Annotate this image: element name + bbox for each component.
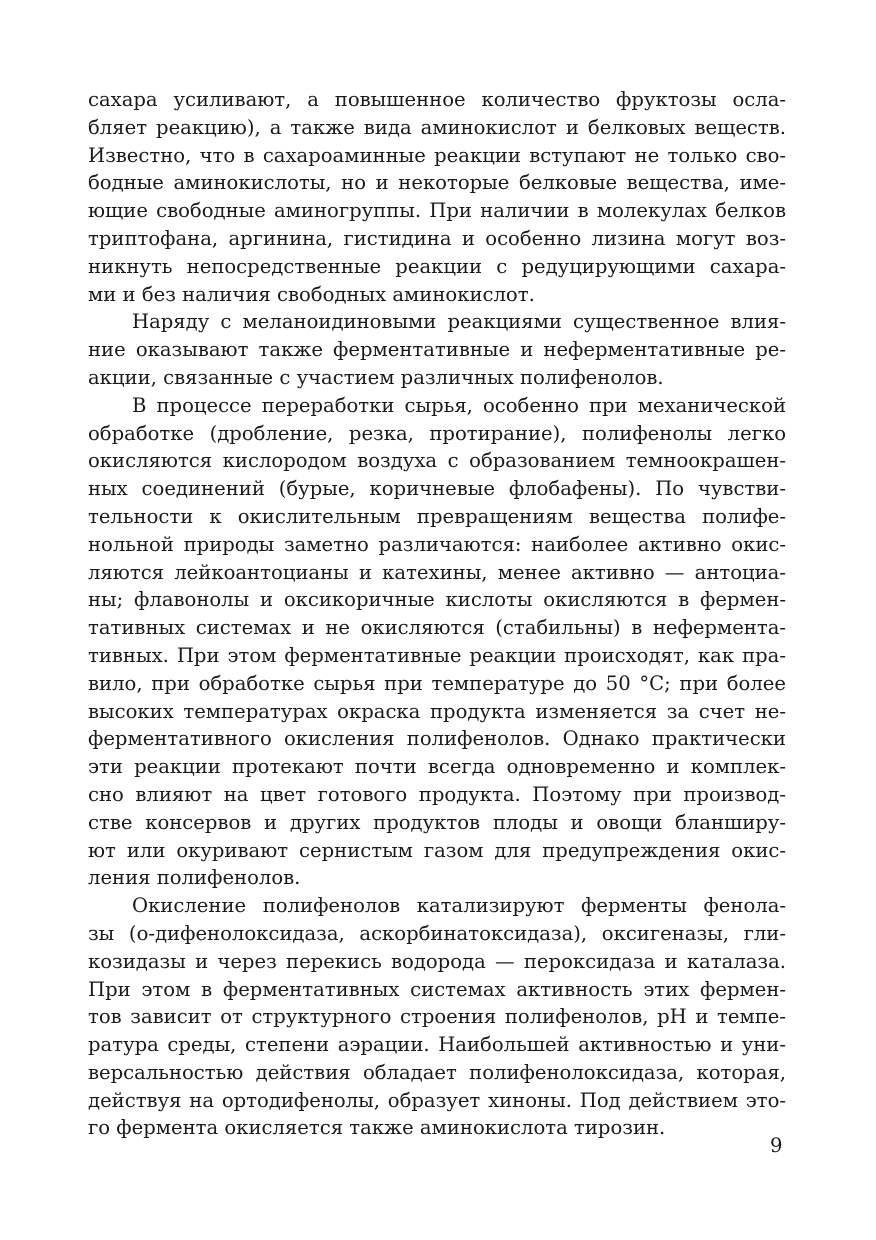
text-line: действуя на ортодифенолы, образует хиноны. Под действием это- <box>88 1088 786 1112</box>
text-line: ны; флавонолы и оксикоричные кислоты окисляются в фермен- <box>88 588 786 612</box>
text-line: ратура среды, степени аэрации. Наибольшей активностью и уни- <box>88 1033 786 1057</box>
text-line: триптофана, аргинина, гистидина и особенно лизина могут воз- <box>88 226 786 250</box>
text-line: тативных системах и не окисляются (стабильны) в нефермента- <box>88 616 786 640</box>
text-line: нольной природы заметно различаются: наиболее активно окис- <box>88 532 786 556</box>
text-line: стве консервов и других продуктов плоды и овощи бланширу- <box>88 810 786 834</box>
text-line: ферментативного окисления полифенолов. Однако практически <box>88 727 786 751</box>
text-line: бляет реакцию), а также вида аминокислот и белковых веществ. <box>88 115 786 139</box>
text-line: версальностью действия обладает полифенолоксидаза, которая, <box>88 1060 786 1084</box>
page-number: 9 <box>770 1134 783 1157</box>
text-line: сахара усиливают, а повышенное количество фруктозы осла- <box>88 88 786 111</box>
text-line: ляются лейкоантоцианы и катехины, менее активно — антоциа- <box>88 560 786 584</box>
text-line: ющие свободные аминогруппы. При наличии в молекулах белков <box>88 199 786 223</box>
paragraph-3 <box>88 392 786 892</box>
text-line: Известно, что в сахароаминные реакции вступают не только сво- <box>88 143 786 167</box>
page-body <box>88 86 786 1142</box>
text-line: В процессе переработки сырья, особенно при механической <box>132 393 786 417</box>
text-line: При этом в ферментативных системах активность этих фермен- <box>88 977 786 1001</box>
text-line: ют или окуривают сернистым газом для предупреждения окис- <box>88 838 786 862</box>
text-line: Наряду с меланоидиновыми реакциями существенное влия- <box>132 310 786 334</box>
text-line: высоких температурах окраска продукта изменяется за счет не- <box>88 699 786 723</box>
text-line: ние оказывают также ферментативные и неферментативные ре- <box>88 338 786 362</box>
text-line: никнуть непосредственные реакции с редуцирующими сахара- <box>88 254 786 278</box>
text-line: го фермента окисляется также аминокислота тирозин. <box>88 1116 666 1140</box>
text-line: сно влияют на цвет готового продукта. Поэтому при производ- <box>88 782 786 806</box>
text-line: Окисление полифенолов катализируют ферменты фенола- <box>132 894 786 918</box>
text-line: тов зависит от структурного строения полифенолов, pH и темпе- <box>88 1005 786 1029</box>
text-line: акции, связанные с участием различных полифенолов. <box>88 365 664 389</box>
text-line: обработке (дробление, резка, протирание), полифенолы легко <box>88 421 786 445</box>
text-line: вило, при обработке сырья при температуре до 50 °С; при более <box>88 671 786 695</box>
text-line: тивных. При этом ферментативные реакции происходят, как пра- <box>88 643 786 667</box>
text-line: ления полифенолов. <box>88 866 301 890</box>
text-line: ми и без наличия свободных аминокислот. <box>88 282 535 306</box>
text-line: зы (о-дифенолоксидаза, аскорбинатоксидаза), оксигеназы, гли- <box>88 921 786 945</box>
text-line: тельности к окислительным превращениям вещества полифе- <box>88 504 786 528</box>
text-line: окисляются кислородом воздуха с образованием темноокрашен- <box>88 449 786 473</box>
text-line: ных соединений (бурые, коричневые флобафены). По чувстви- <box>88 477 786 501</box>
text-line: эти реакции протекают почти всегда одновременно и комплек- <box>88 755 786 779</box>
text-line: козидазы и через перекись водорода — пероксидаза и каталаза. <box>88 949 786 973</box>
text-line: бодные аминокислоты, но и некоторые белковые вещества, име- <box>88 171 786 195</box>
paragraph-2 <box>88 308 786 391</box>
paragraph-1 <box>88 86 786 308</box>
paragraph-4 <box>88 892 786 1142</box>
